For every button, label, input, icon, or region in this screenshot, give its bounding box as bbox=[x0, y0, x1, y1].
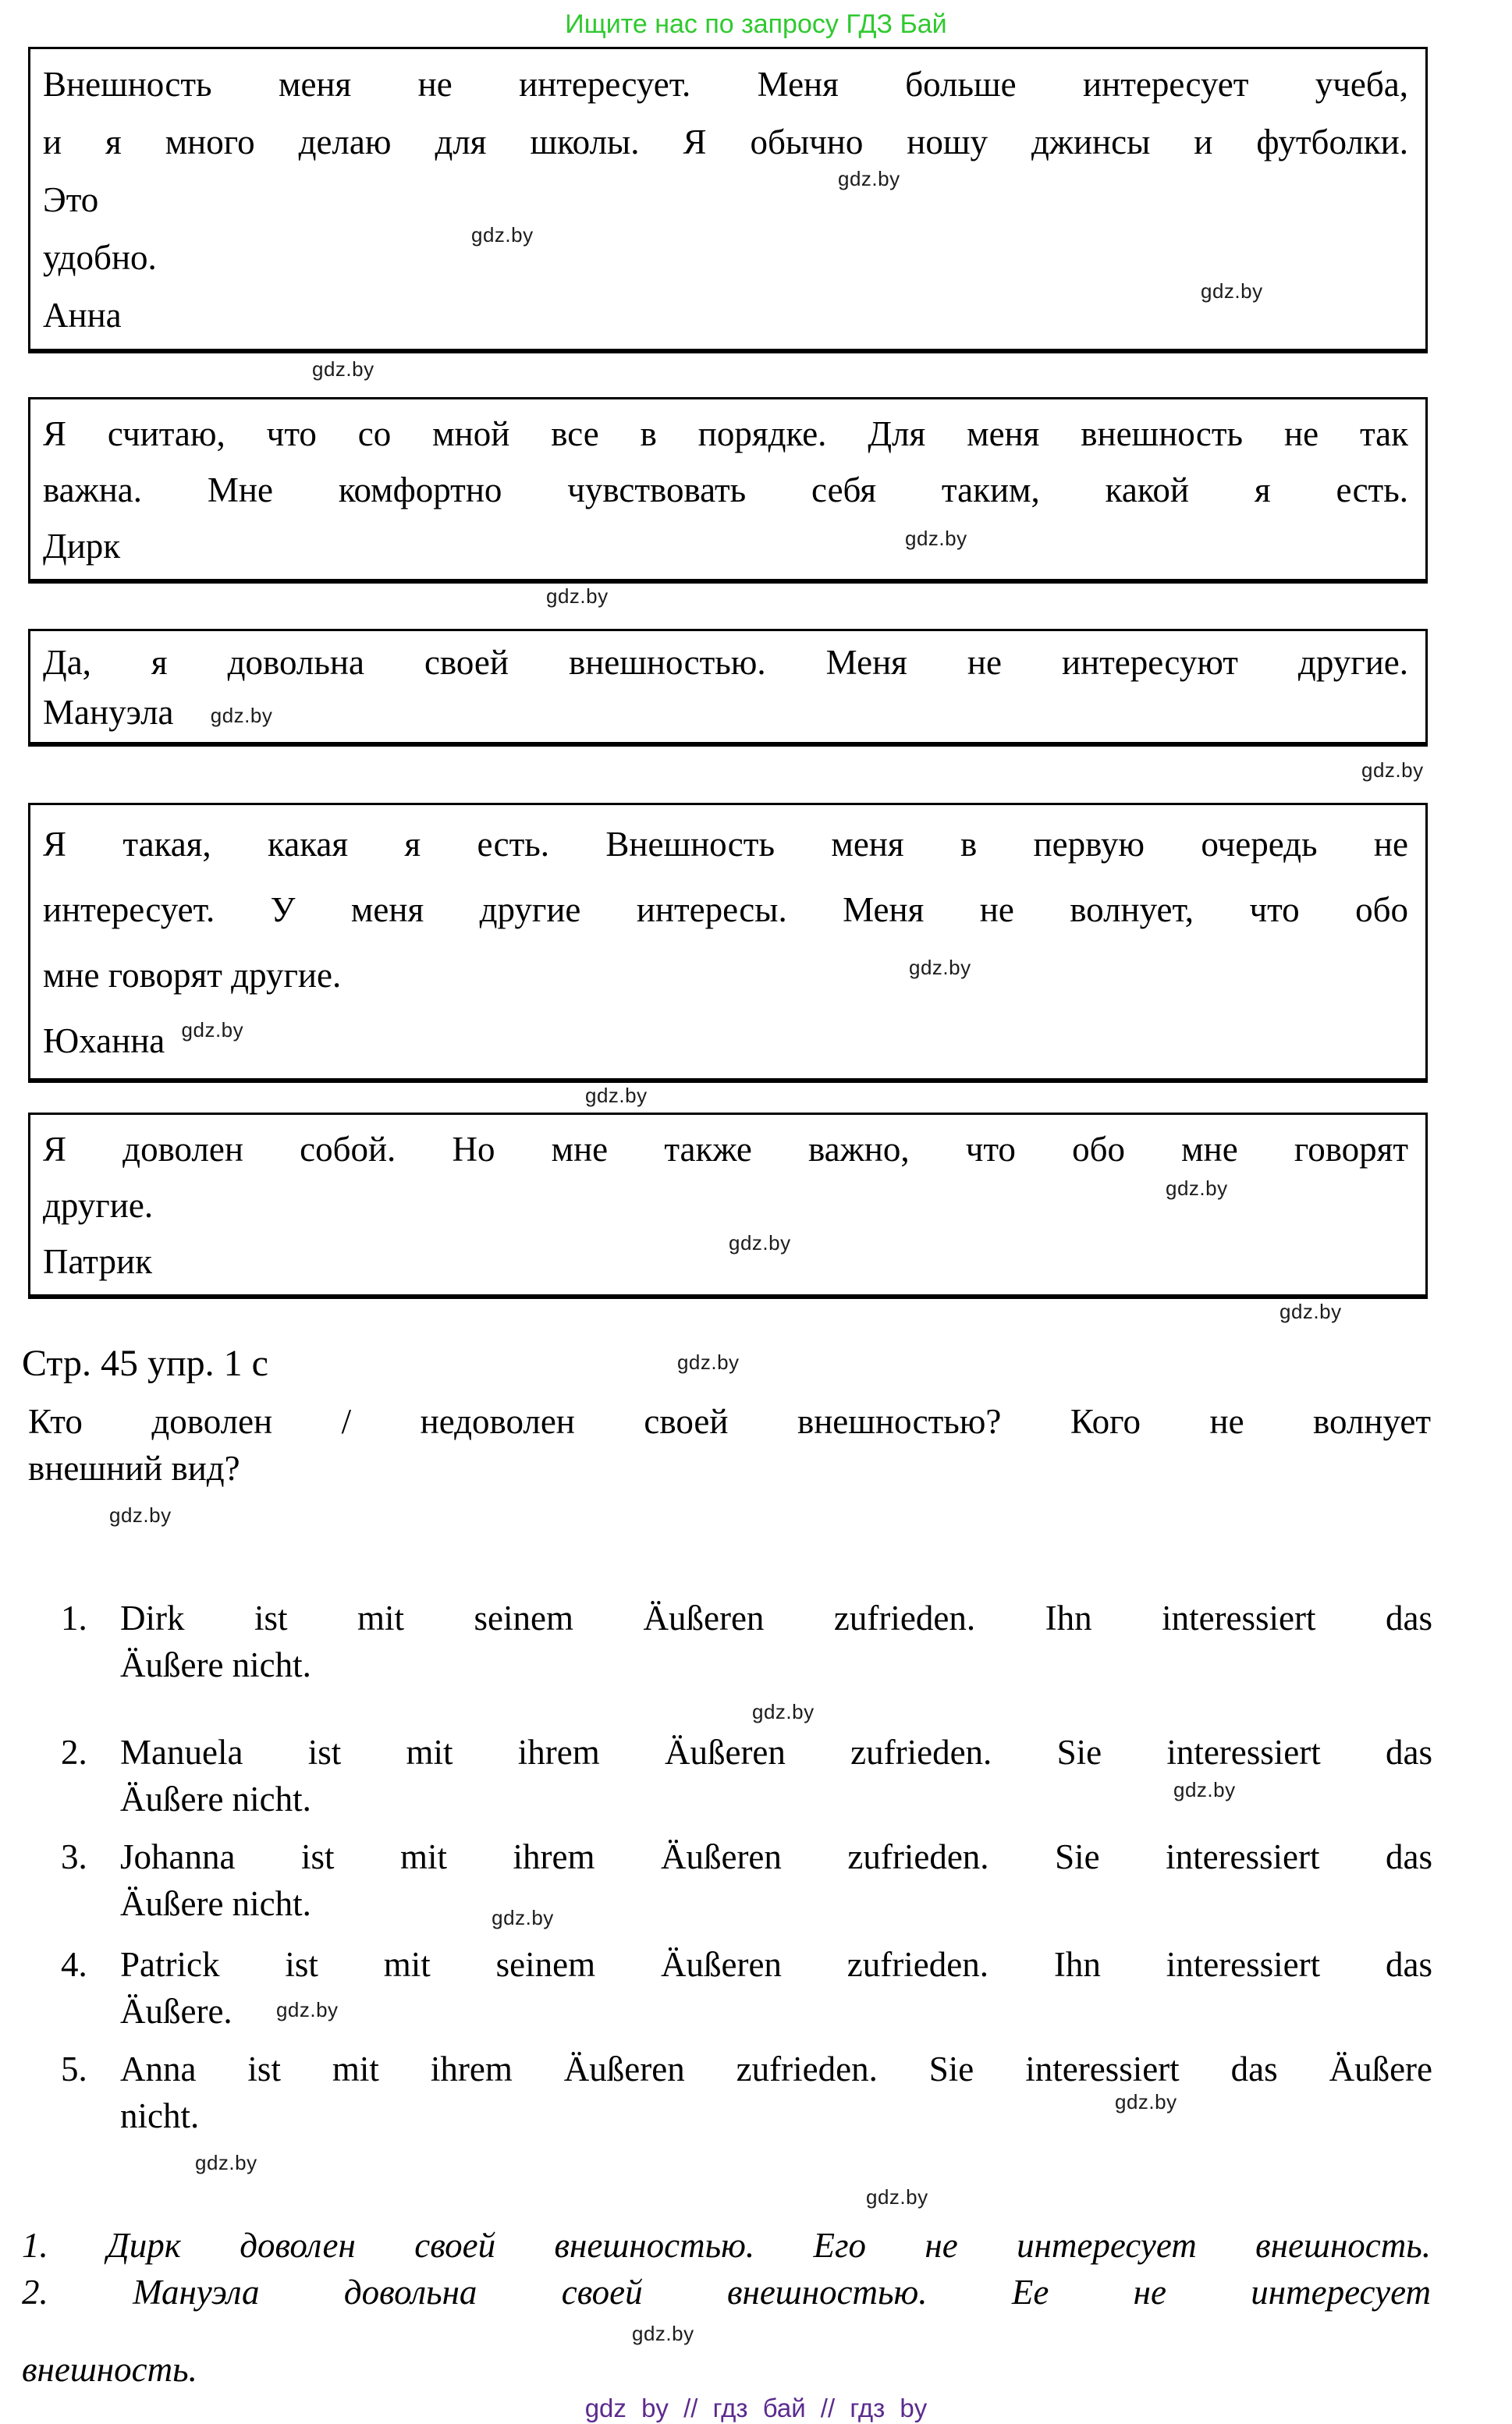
text-line: интересует. У меня другие интересы. Меня не волнует, что обо bbox=[43, 890, 1408, 929]
text-line: Я доволен собой. Но мне также важно, что обо мне говорят bbox=[43, 1130, 1408, 1169]
exercise-heading-row bbox=[22, 1341, 1512, 1395]
gdz-watermark: gdz.by bbox=[546, 584, 609, 608]
answer-item-de-4 bbox=[28, 1941, 1432, 2035]
scanned-document-page bbox=[0, 8, 1512, 2422]
item-number: 5. bbox=[61, 2050, 87, 2089]
page-exercise-heading: Стр. 45 упр. 1 с bbox=[22, 1343, 268, 1384]
gdz-watermark: gdz.by bbox=[1361, 758, 1424, 782]
text-line: Я считаю, что со мной все в порядке. Для меня внешность не так bbox=[43, 414, 1408, 453]
answer-line bbox=[120, 1880, 1432, 1930]
item-number: 2. bbox=[61, 1733, 87, 1772]
item-number: 3. bbox=[61, 1837, 87, 1876]
answer-line: Äußere nicht. bbox=[120, 1645, 311, 1684]
answer-item-ru-2-line-2: внешность. bbox=[22, 2350, 197, 2389]
answer-item-de-5 bbox=[28, 2046, 1432, 2139]
text-line: важна. Мне комфортно чувствовать себя таким, какой я есть. bbox=[43, 470, 1408, 509]
gdz-watermark: gdz.by bbox=[210, 704, 273, 727]
speaker-name: Дирк bbox=[43, 527, 121, 566]
gdz-watermark: gdz.by bbox=[312, 357, 374, 381]
text-line: Внешность меня не интересует. Меня больше интересует учеба, bbox=[43, 65, 1408, 104]
answer-item-ru-1: 1. Дирк доволен своей внешностью. Его не интересует внешность. bbox=[22, 2226, 1431, 2265]
text-line: Кто доволен / недоволен своей внешностью? Кого не волнует bbox=[28, 1402, 1431, 1441]
gdz-watermark: gdz.by bbox=[838, 167, 900, 190]
gdz-watermark: gdz.by bbox=[866, 2185, 928, 2209]
speaker-name: Юханна bbox=[43, 1021, 165, 1060]
gdz-watermark bbox=[752, 1699, 1432, 1729]
task-question bbox=[28, 1398, 1431, 1492]
gdz-watermark: gdz.by bbox=[492, 1906, 554, 1929]
text-line bbox=[43, 942, 1408, 1008]
gdz-watermark bbox=[312, 357, 1512, 386]
speaker-name: Мануэла bbox=[43, 693, 174, 732]
answer-line: Äußere nicht. bbox=[120, 1884, 311, 1923]
gdz-watermark: gdz.by bbox=[1173, 1778, 1236, 1801]
answer-line: Äußere nicht. bbox=[120, 1780, 311, 1819]
gdz-watermark bbox=[585, 1083, 1512, 1113]
gdz-watermark: gdz.by bbox=[195, 2151, 257, 2174]
answer-line: Johanna ist mit ihrem Äußeren zufrieden. Sie interessiert das bbox=[120, 1837, 1432, 1876]
speech-box-johanna bbox=[28, 803, 1428, 1083]
gdz-watermark: gdz.by bbox=[1115, 2090, 1177, 2113]
gdz-watermark bbox=[632, 2316, 1431, 2346]
gdz-watermark: gdz.by bbox=[109, 1503, 172, 1527]
text-line: Это bbox=[43, 180, 99, 219]
gdz-watermark bbox=[546, 584, 1512, 613]
gdz-watermark: gdz.by bbox=[1201, 279, 1263, 303]
speech-box-anna bbox=[28, 47, 1428, 353]
text-line: мне говорят другие. bbox=[43, 956, 342, 995]
speech-box-patrick bbox=[28, 1113, 1428, 1299]
answer-item-de-2 bbox=[28, 1729, 1432, 1822]
gdz-watermark: gdz.by bbox=[275, 1998, 339, 2021]
text-line: и я много делаю для школы. Я обычно ношу джинсы и футболки. bbox=[43, 122, 1408, 161]
answer-item-ru-2-line-1: 2. Мануэла довольна своей внешностью. Ее не интересует bbox=[22, 2273, 1431, 2312]
gdz-watermark: gdz.by bbox=[1166, 1177, 1228, 1200]
speech-box-dirk bbox=[28, 397, 1428, 584]
answer-line: Äußere. bbox=[120, 1992, 232, 2031]
answer-line bbox=[120, 1988, 1432, 2035]
text-line: внешний вид? bbox=[28, 1449, 240, 1488]
answer-line: Patrick ist mit seinem Äußeren zufrieden. Ihn interessiert das bbox=[120, 1945, 1432, 1984]
gdz-watermark: gdz.by bbox=[909, 956, 971, 979]
gdz-watermark bbox=[109, 1503, 1512, 1532]
gdz-watermark bbox=[866, 2184, 1512, 2214]
gdz-watermark bbox=[1280, 1299, 1512, 1329]
speaker-line bbox=[43, 518, 1408, 574]
answer-item-de-3 bbox=[28, 1833, 1432, 1930]
gdz-watermark: gdz.by bbox=[632, 2322, 694, 2345]
item-number: 1. bbox=[61, 1599, 87, 1638]
answer-line: Manuela ist mit ihrem Äußeren zufrieden. Sie interessiert das bbox=[120, 1733, 1432, 1772]
answer-line: Dirk ist mit seinem Äußeren zufrieden. Ihn interessiert das bbox=[120, 1599, 1432, 1638]
speech-box-manuela bbox=[28, 629, 1428, 747]
answer-list-de bbox=[28, 1595, 1432, 2139]
gdz-watermark: gdz.by bbox=[729, 1231, 791, 1255]
text-line: Да, я довольна своей внешностью. Меня не интересуют другие. bbox=[43, 643, 1408, 682]
gdz-watermark: gdz.by bbox=[905, 527, 967, 550]
footer-links: gdz by // гдз бай // гдз by bbox=[584, 2394, 928, 2422]
speaker-line bbox=[43, 687, 1408, 737]
answer-line: Anna ist mit ihrem Äußeren zufrieden. Sie interessiert das Äußere bbox=[120, 2050, 1432, 2089]
speaker-line bbox=[43, 1008, 1408, 1074]
promo-banner: Ищите нас по запросу ГДЗ Бай bbox=[565, 9, 947, 39]
gdz-watermark: gdz.by bbox=[471, 223, 534, 247]
gdz-watermark bbox=[195, 2150, 1512, 2180]
speaker-name: Анна bbox=[43, 296, 122, 335]
gdz-watermark: gdz.by bbox=[1280, 1300, 1342, 1323]
answer-list-ru bbox=[22, 2222, 1431, 2393]
answer-item-de-1 bbox=[28, 1595, 1432, 1688]
item-number: 4. bbox=[61, 1945, 87, 1984]
gdz-watermark: gdz.by bbox=[181, 1018, 244, 1042]
gdz-watermark bbox=[1361, 758, 1512, 787]
gdz-watermark: gdz.by bbox=[585, 1084, 648, 1107]
speaker-name: Патрик bbox=[43, 1242, 152, 1281]
text-line: другие. bbox=[43, 1186, 154, 1225]
text-line: Я такая, какая я есть. Внешность меня в первую очередь не bbox=[43, 825, 1408, 864]
answer-line: nicht. bbox=[120, 2096, 200, 2135]
gdz-watermark: gdz.by bbox=[676, 1350, 740, 1374]
gdz-watermark: gdz.by bbox=[752, 1700, 815, 1723]
text-line: удобно. bbox=[43, 238, 157, 277]
